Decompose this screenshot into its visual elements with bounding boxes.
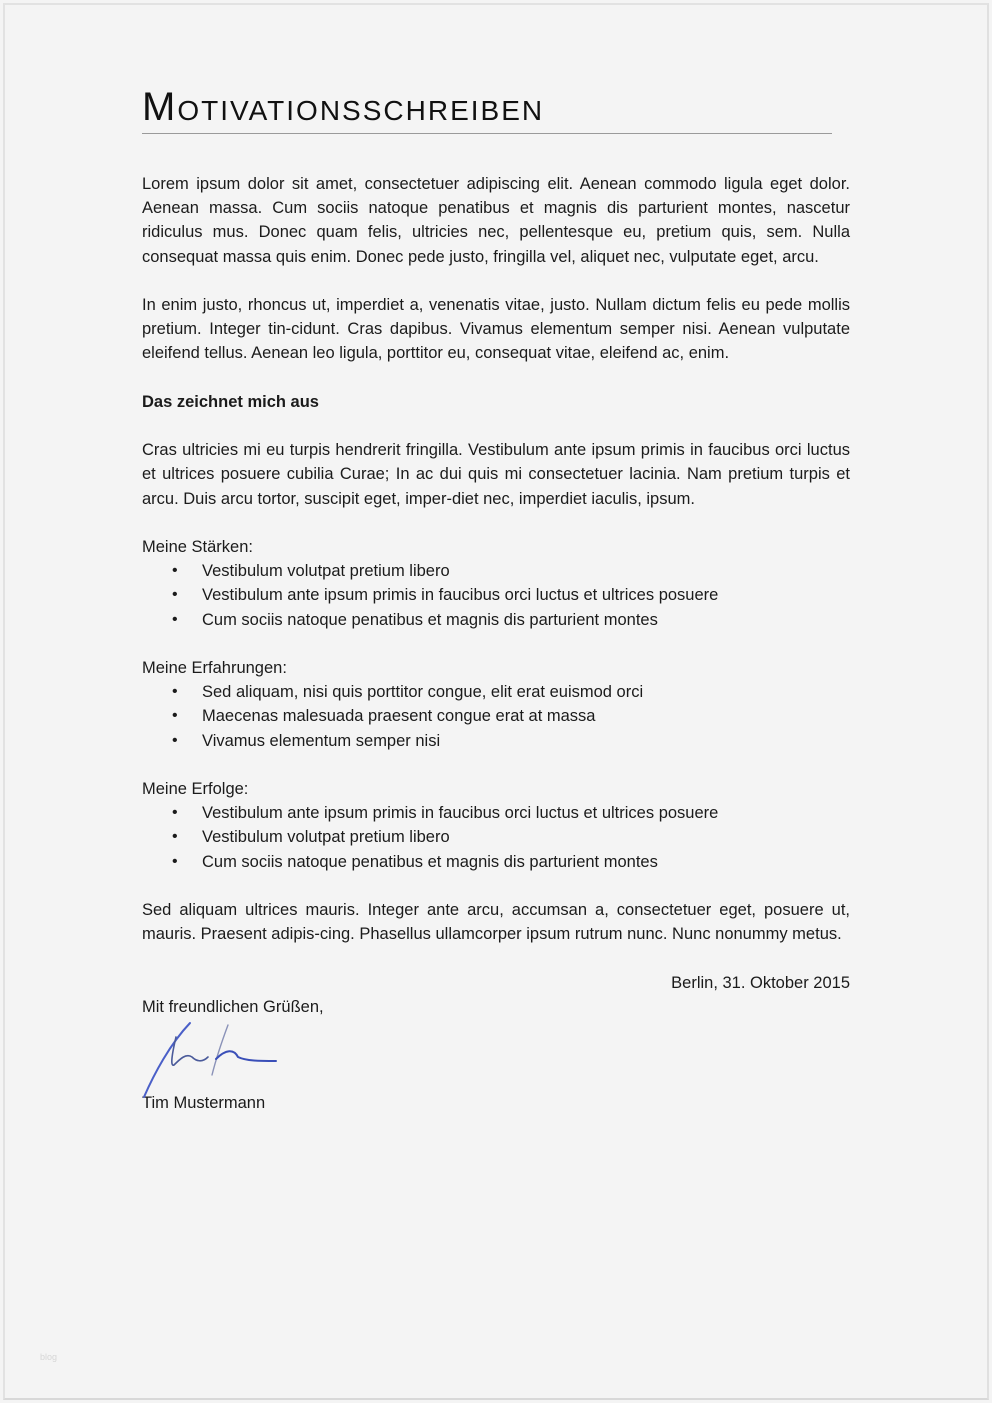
salutation: Mit freundlichen Grüßen, (142, 997, 324, 1016)
document-body (142, 82, 850, 1115)
bullet-icon: • (172, 683, 178, 701)
list-item-text: Vestibulum volutpat pretium libero (202, 562, 450, 581)
strengths-list (142, 559, 850, 632)
title-divider (142, 133, 832, 134)
bullet-icon: • (172, 731, 178, 749)
bullet-icon: • (172, 828, 178, 846)
strengths-block (142, 535, 850, 632)
list-item-text: Cum sociis natoque penatibus et magnis dis parturient montes (202, 610, 658, 629)
second-paragraph: In enim justo, rhoncus ut, imperdiet a, venenatis vitae, justo. Nullam dictum felis eu pede mollis pretium. Integer tin-cidunt. Cras dapibus. Vivamus elementum semper nisi. Aenean vulputate eleifend tellus. Aenean leo ligula, porttitor eu, consequat vitae, eleifend ac, enim. (142, 296, 850, 363)
list-item-text: Sed aliquam, nisi quis porttitor congue, elit erat euismod orci (202, 683, 644, 702)
list-item (142, 704, 850, 728)
list-item (142, 583, 850, 607)
list-item (142, 559, 850, 583)
closing-paragraph: Sed aliquam ultrices mauris. Integer ante arcu, accumsan a, consectetuer eget, posuere ut, mauris. Praesent adipis-cing. Phasellus ullamcorper ipsum rutrum nunc. Nunc nonummy metus. (142, 900, 850, 944)
achievements-list (142, 801, 850, 874)
bullet-icon: • (172, 562, 178, 580)
bullet-icon: • (172, 610, 178, 628)
section-paragraph: Cras ultricies mi eu turpis hendrerit fringilla. Vestibulum ante ipsum primis in faucibus orci luctus et ultrices posuere cubilia Curae; In ac dui quis mi consectetuer lacinia. Nam pretium turpis et arcu. Duis arcu tortor, suscipit eget, imper-diet nec, imperdiet iaculis, ipsum. (142, 441, 850, 508)
list-label: Meine Erfolge: (142, 779, 249, 798)
signature-icon (142, 1019, 850, 1091)
list-label: Meine Erfahrungen: (142, 658, 287, 677)
list-item-text: Vestibulum ante ipsum primis in faucibus orci luctus et ultrices posuere (202, 804, 719, 823)
intro-paragraph: Lorem ipsum dolor sit amet, consectetuer adipiscing elit. Aenean commodo ligula eget dolor. Aenean massa. Cum sociis natoque penatibus et magnis dis parturient montes, nascetur ridiculus mus. Donec quam felis, ultricies nec, pellentesque eu, pretium quis, sem. Nulla consequat massa quis enim. Donec pede justo, fringilla vel, aliquet nec, vulputate eget, arcu. (142, 175, 850, 266)
list-label: Meine Stärken: (142, 537, 253, 556)
list-item (142, 801, 850, 825)
bullet-icon: • (172, 707, 178, 725)
page-title: Motivationsschreiben (142, 85, 545, 129)
list-item (142, 850, 850, 874)
list-item (142, 608, 850, 632)
section-heading: Das zeichnet mich aus (142, 392, 319, 411)
bullet-icon: • (172, 586, 178, 604)
list-item-text: Vestibulum ante ipsum primis in faucibus orci luctus et ultrices posuere (202, 586, 719, 605)
bullet-icon: • (172, 852, 178, 870)
watermark: blog (40, 1352, 58, 1362)
place-date: Berlin, 31. Oktober 2015 (671, 973, 850, 992)
list-item-text: Cum sociis natoque penatibus et magnis dis parturient montes (202, 852, 658, 871)
list-item (142, 680, 850, 704)
list-item-text: Vivamus elementum semper nisi (202, 731, 441, 750)
signer-name: Tim Mustermann (142, 1093, 266, 1112)
list-item (142, 729, 850, 753)
list-item-text: Maecenas malesuada praesent congue erat at massa (202, 707, 596, 726)
list-item-text: Vestibulum volutpat pretium libero (202, 828, 450, 847)
experience-list (142, 680, 850, 753)
experience-block (142, 656, 850, 753)
achievements-block (142, 777, 850, 874)
list-item (142, 825, 850, 849)
bullet-icon: • (172, 804, 178, 822)
